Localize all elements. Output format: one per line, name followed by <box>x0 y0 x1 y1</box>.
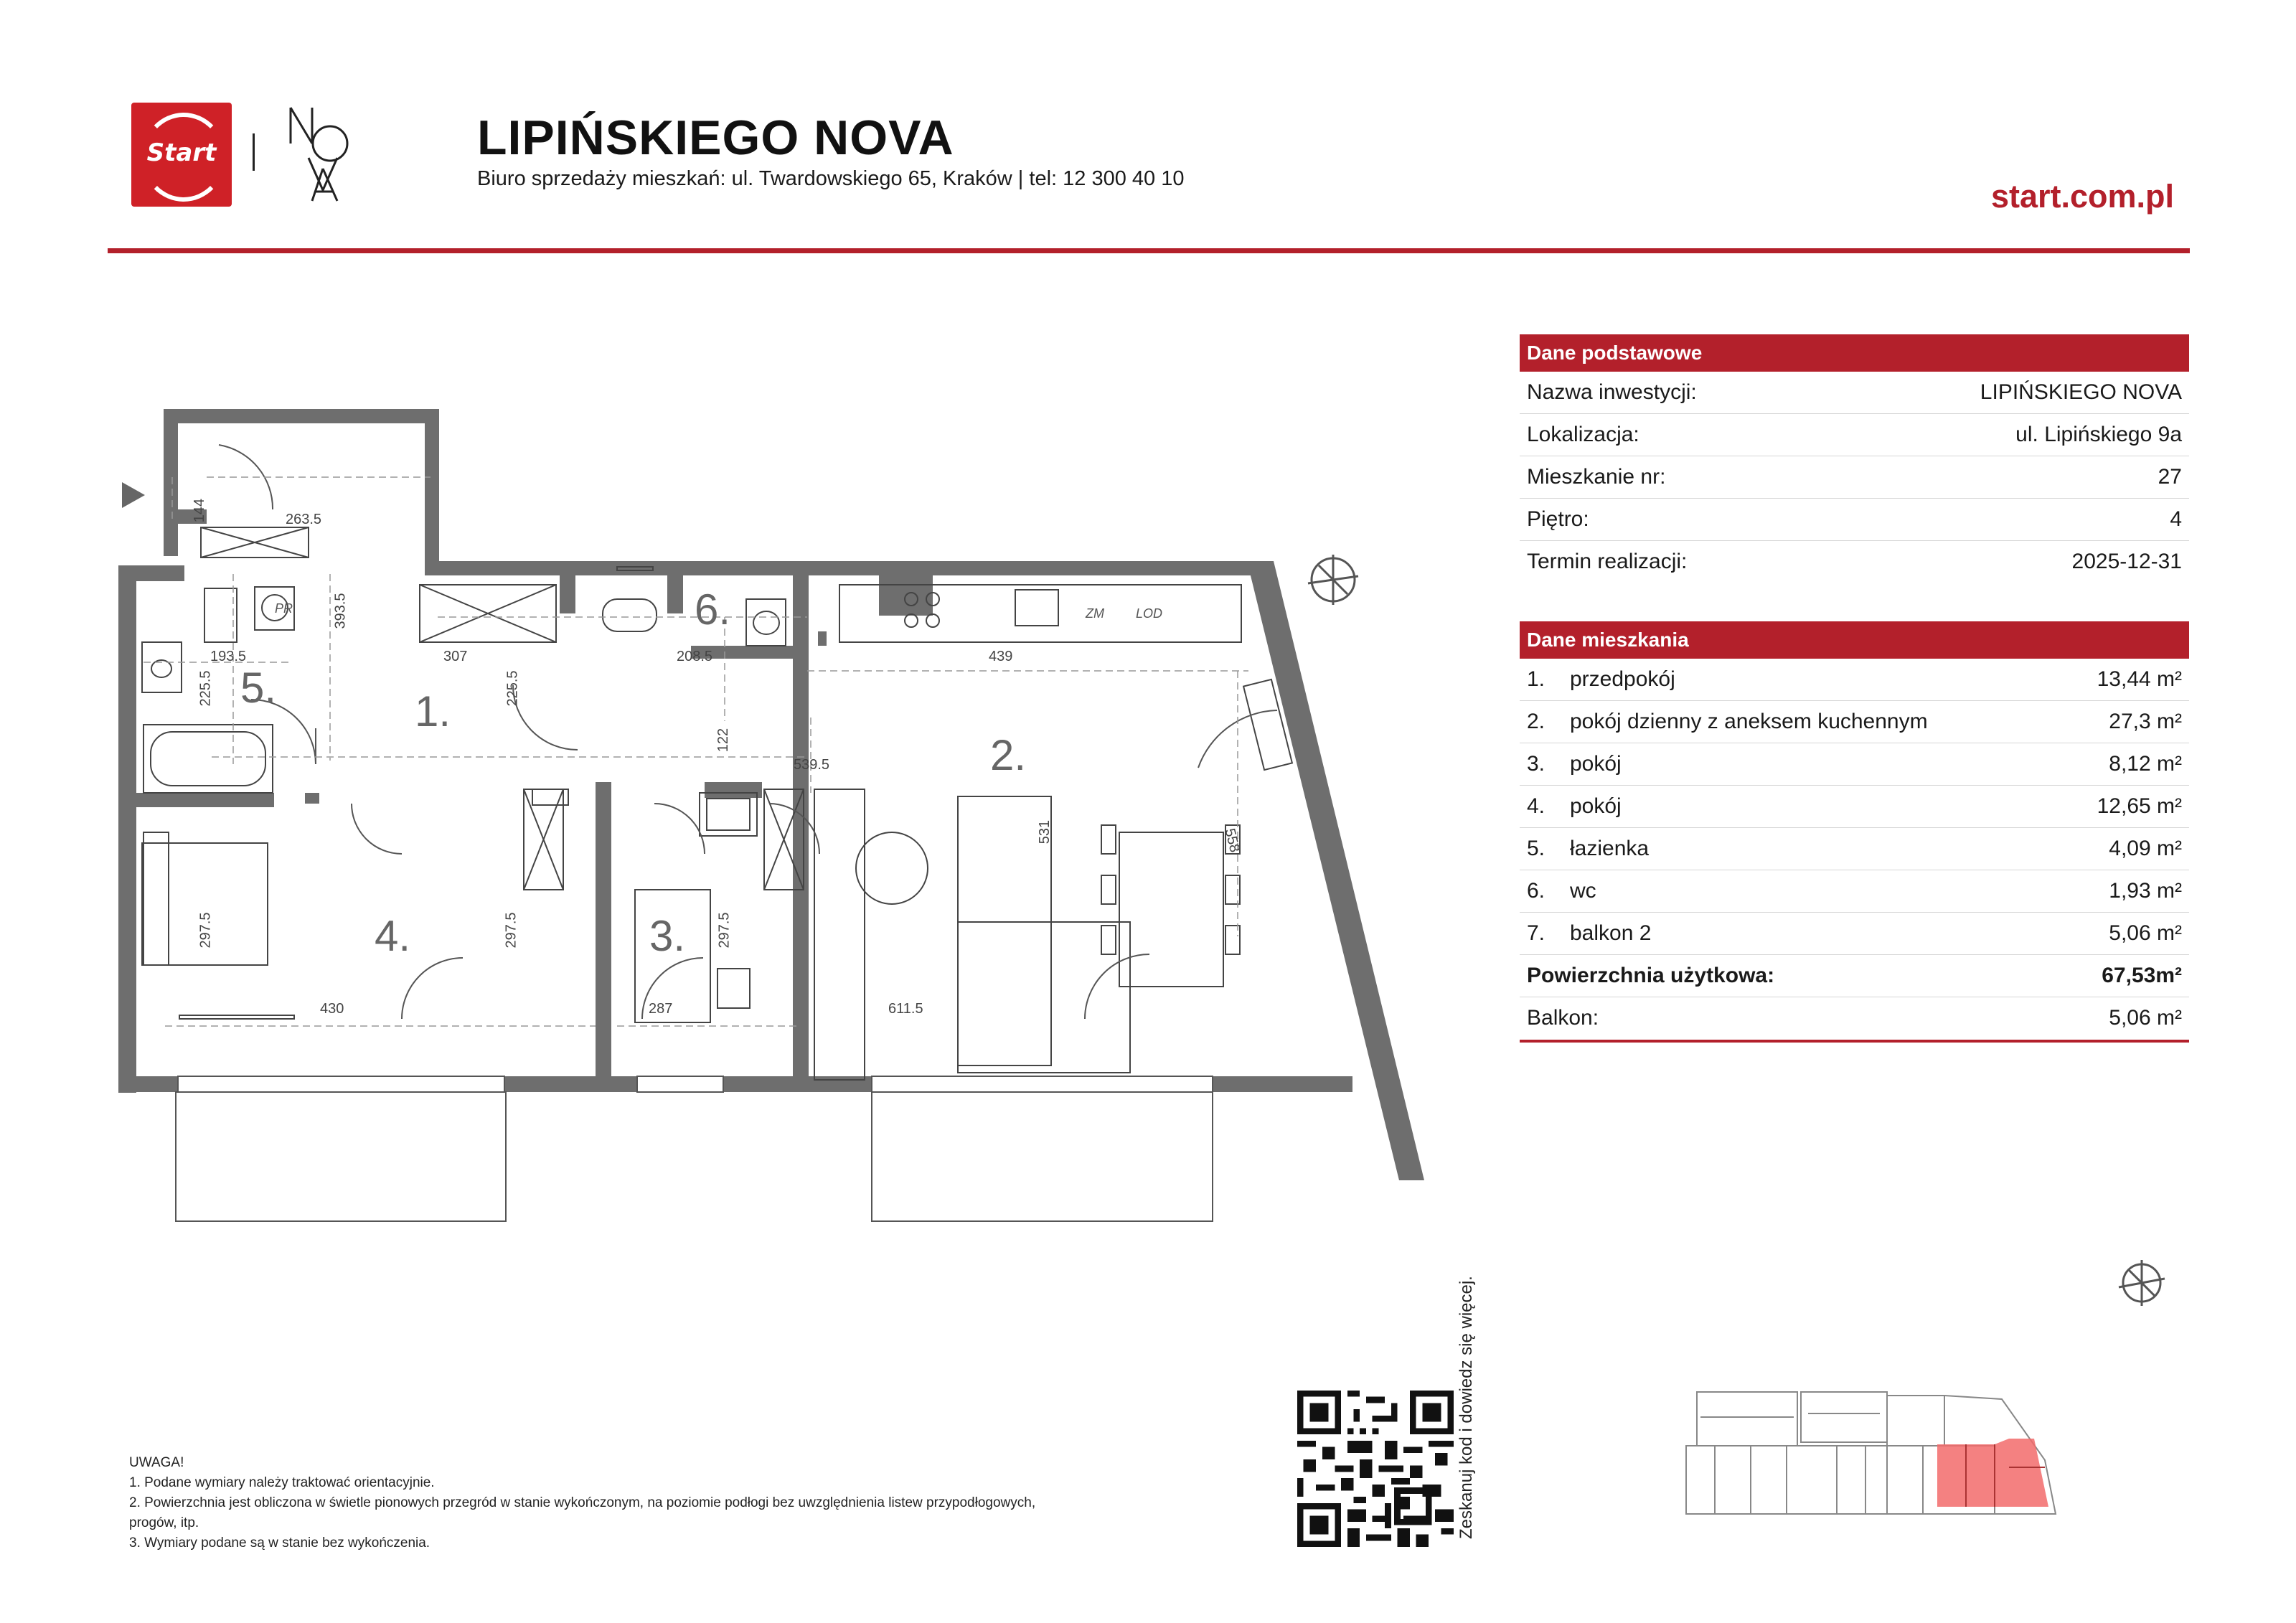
page-title: LIPIŃSKIEGO NOVA <box>477 110 954 165</box>
dim-label: 439 <box>989 649 1013 664</box>
dim-label: 208.5 <box>677 649 713 664</box>
dim-label: 122 <box>715 728 732 753</box>
north-compass-icon <box>1304 551 1362 608</box>
note-line: 1. Podane wymiary należy traktować orientacyjnie. <box>129 1475 435 1490</box>
room-row: 1. przedpokój 13,44 m² <box>1520 659 2189 701</box>
room-label-3: 3. <box>649 912 686 960</box>
room-label-2: 2. <box>990 731 1027 779</box>
fixture-label-lod: LOD <box>1136 606 1163 621</box>
balcony-row: Balkon: 5,06 m² <box>1527 1006 2182 1030</box>
dim-label: 144 <box>192 498 208 523</box>
room-row: 4. pokój 12,65 m² <box>1520 786 2189 828</box>
note-line: 3. Wymiary podane są w stanie bez wykończenia. <box>129 1535 430 1551</box>
dim-label: 297.5 <box>197 912 214 949</box>
table-bottom-rule <box>1520 1040 2189 1043</box>
room-label-5: 5. <box>240 664 277 712</box>
header-divider <box>108 248 2190 253</box>
basic-row: Piętro: 4 <box>1520 499 2189 541</box>
room-label-6: 6. <box>695 585 731 634</box>
sales-office-info: Biuro sprzedaży mieszkań: ul. Twardowskiego 65, Kraków | tel: 12 300 40 10 <box>477 167 1185 190</box>
dim-label: 611.5 <box>888 1001 923 1017</box>
basic-row: Lokalizacja: ul. Lipińskiego 9a <box>1520 414 2189 456</box>
nova-logo <box>283 104 355 204</box>
dim-label: 531 <box>1037 819 1053 845</box>
logo-text: Start <box>146 138 217 167</box>
start-logo <box>131 103 232 207</box>
qr-code[interactable] <box>1297 1391 1454 1547</box>
basic-row: Mieszkanie nr: 27 <box>1520 456 2189 499</box>
usable-area-row: Powierzchnia użytkowa: 67,53m² <box>1520 955 2189 997</box>
apartment-data-table <box>1520 621 2189 1043</box>
dim-label: 193.5 <box>210 649 247 664</box>
room-row: 7. balkon 2 5,06 m² <box>1520 913 2189 955</box>
dim-label: 307 <box>443 649 468 664</box>
dim-label: 287 <box>649 1001 673 1017</box>
basic-row: Nazwa inwestycji: LIPIŃSKIEGO NOVA <box>1520 372 2189 414</box>
room-row: 6. wc 1,93 m² <box>1520 870 2189 913</box>
north-compass-small-icon <box>2113 1254 2170 1312</box>
room-label-4: 4. <box>375 912 411 960</box>
dim-label: 297.5 <box>503 912 519 949</box>
dim-label: 539.5 <box>794 757 830 773</box>
qr-caption: Zeskanuj kod i dowiedz się więcej. <box>1457 1276 1476 1539</box>
fixture-label-zm: ZM <box>1086 606 1104 621</box>
notes <box>129 1453 1277 1553</box>
basic-data-heading: Dane podstawowe <box>1520 334 2189 372</box>
apartment-data-heading: Dane mieszkania <box>1520 621 2189 659</box>
building-key-plan <box>1672 1381 2095 1525</box>
entry-arrow-icon <box>122 482 145 508</box>
website-link[interactable]: start.com.pl <box>1990 178 2174 215</box>
dim-label: 393.5 <box>332 593 349 629</box>
dim-label: 558 <box>1221 827 1243 855</box>
fixture-label-pr: PR <box>275 601 293 616</box>
room-row: 3. pokój 8,12 m² <box>1520 743 2189 786</box>
basic-row: Termin realizacji: 2025-12-31 <box>1527 550 2182 573</box>
room-row: 2. pokój dzienny z aneksem kuchennym 27,3 m² <box>1520 701 2189 743</box>
notes-title: UWAGA! <box>129 1455 184 1470</box>
dim-label: 225.5 <box>197 670 214 707</box>
dim-label: 225.5 <box>504 670 521 707</box>
dim-label: 263.5 <box>286 512 322 527</box>
note-line: 2. Powierzchnia jest obliczona w świetle pionowych przegród w stanie wykończonym, na poziomie podłogi bez uwzględnienia listew przypodłogowych, <box>129 1495 1036 1510</box>
dim-label: 297.5 <box>716 912 733 949</box>
dim-label: 430 <box>320 1001 344 1017</box>
logo-separator <box>253 133 255 171</box>
room-label-1: 1. <box>415 687 451 735</box>
note-line: progów, itp. <box>129 1515 199 1530</box>
basic-data-table <box>1520 334 2189 583</box>
room-row: 5. łazienka 4,09 m² <box>1520 828 2189 870</box>
